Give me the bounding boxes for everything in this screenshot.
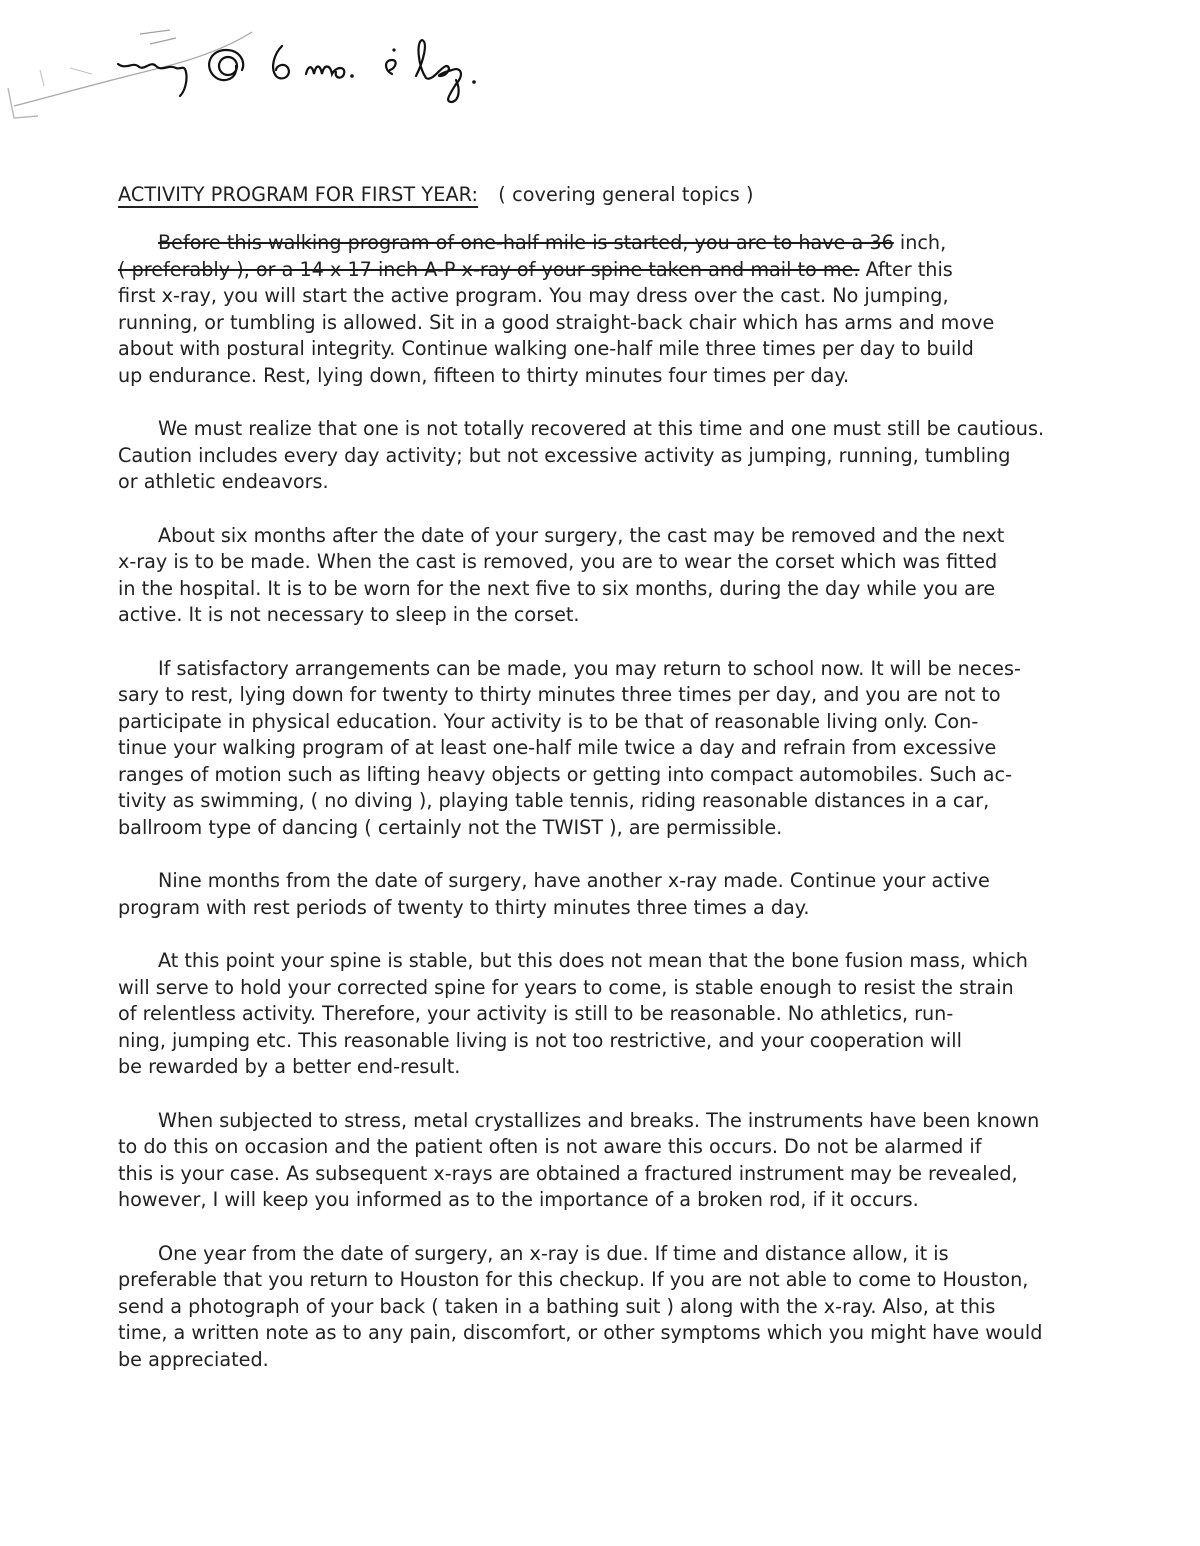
text-line bbox=[118, 1161, 1098, 1188]
line-text: About six months after the date of your surgery, the cast may be removed and the next bbox=[158, 523, 1005, 547]
text-line bbox=[118, 709, 1098, 736]
line-text: ranges of motion such as lifting heavy objects or getting into compact automobiles. Such ac- bbox=[118, 762, 1013, 786]
line-text: of relentless activity. Therefore, your activity is still to be reasonable. No athletics, run- bbox=[118, 1002, 954, 1026]
line-text: this is your case. As subsequent x-rays are obtained a fractured instrument may be revealed, bbox=[118, 1161, 1018, 1185]
line-text: Nine months from the date of surgery, have another x-ray made. Continue your active bbox=[158, 869, 990, 893]
paragraph bbox=[118, 948, 1098, 1081]
struck-text: Before this walking program of one-half mile is started, you are to have a 36 bbox=[158, 231, 894, 254]
document-title: ACTIVITY PROGRAM FOR FIRST YEAR: bbox=[118, 183, 479, 206]
line-text: Caution includes every day activity; but not excessive activity as jumping, running, tumbling bbox=[118, 443, 1011, 467]
line-text: sary to rest, lying down for twenty to thirty minutes three times per day, and you are not to bbox=[118, 683, 1001, 707]
document-subtitle: ( covering general topics ) bbox=[498, 183, 754, 206]
line-text: first x-ray, you will start the active program. You may dress over the cast. No jumping, bbox=[118, 284, 949, 308]
text-line bbox=[118, 1267, 1098, 1294]
text-line bbox=[118, 310, 1098, 337]
line-text: If satisfactory arrangements can be made, you may return to school now. It will be neces- bbox=[158, 656, 1021, 680]
text-line bbox=[118, 1001, 1098, 1028]
line-text: time, a written note as to any pain, discomfort, or other symptoms which you might have would bbox=[118, 1321, 1043, 1345]
text-line bbox=[118, 1294, 1098, 1321]
document-body bbox=[118, 230, 1098, 1400]
line-text: or athletic endeavors. bbox=[118, 470, 329, 494]
text-line bbox=[118, 682, 1098, 709]
text-line bbox=[118, 1108, 1098, 1135]
text-line bbox=[118, 1241, 1098, 1268]
text-line bbox=[118, 523, 1098, 550]
text-line bbox=[118, 948, 1098, 975]
line-text: send a photograph of your back ( taken in a bathing suit ) along with the x-ray. Also, at this bbox=[118, 1294, 996, 1318]
line-text: will serve to hold your corrected spine for years to come, is stable enough to resist the strain bbox=[118, 975, 1014, 999]
paragraph bbox=[118, 868, 1098, 921]
paragraph bbox=[118, 1108, 1098, 1214]
paragraph bbox=[118, 523, 1098, 629]
text-line bbox=[118, 735, 1098, 762]
line-text: in the hospital. It is to be worn for the next five to six months, during the day while you are bbox=[118, 576, 996, 600]
line-text: inch, bbox=[893, 231, 947, 254]
line-text: tivity as swimming, ( no diving ), playing table tennis, riding reasonable distances in a car, bbox=[118, 789, 990, 813]
text-line bbox=[118, 1054, 1098, 1081]
text-line bbox=[118, 469, 1098, 496]
text-line bbox=[118, 283, 1098, 310]
line-text: however, I will keep you informed as to the importance of a broken rod, if it occurs. bbox=[118, 1188, 919, 1212]
text-line bbox=[118, 895, 1098, 922]
line-text: preferable that you return to Houston for this checkup. If you are not able to come to Houston, bbox=[118, 1268, 1029, 1292]
text-line bbox=[118, 656, 1098, 683]
line-text: program with rest periods of twenty to thirty minutes three times a day. bbox=[118, 895, 810, 919]
text-line bbox=[118, 788, 1098, 815]
paragraph bbox=[118, 656, 1098, 842]
struck-text: ( preferably ), or a 14 x 17 inch A-P x-ray of your spine taken and mail to me. bbox=[118, 257, 860, 281]
line-text: about with postural integrity. Continue walking one-half mile three times per day to build bbox=[118, 337, 974, 361]
line-text: One year from the date of surgery, an x-ray is due. If time and distance allow, it is bbox=[158, 1241, 949, 1265]
text-line bbox=[118, 416, 1098, 443]
text-line bbox=[118, 576, 1098, 603]
line-text: active. It is not necessary to sleep in the corset. bbox=[118, 603, 580, 627]
text-line bbox=[118, 815, 1098, 842]
text-line bbox=[118, 602, 1098, 629]
text-line bbox=[118, 443, 1098, 470]
text-line bbox=[118, 1028, 1098, 1055]
line-text: participate in physical education. Your activity is to be that of reasonable living only. Con- bbox=[118, 709, 979, 733]
text-line bbox=[118, 1134, 1098, 1161]
line-text: tinue your walking program of at least one-half mile twice a day and refrain from excessive bbox=[118, 736, 997, 760]
text-line bbox=[118, 257, 1098, 284]
text-line bbox=[118, 363, 1098, 390]
text-line bbox=[118, 762, 1098, 789]
paragraph bbox=[118, 1241, 1098, 1374]
text-line bbox=[118, 1320, 1098, 1347]
text-line bbox=[118, 975, 1098, 1002]
text-line bbox=[118, 336, 1098, 363]
line-text: be rewarded by a better end-result. bbox=[118, 1055, 461, 1079]
line-text: When subjected to stress, metal crystallizes and breaks. The instruments have been known bbox=[158, 1108, 1040, 1132]
line-text: After this bbox=[859, 257, 953, 281]
line-text: x-ray is to be made. When the cast is removed, you are to wear the corset which was fitted bbox=[118, 550, 998, 574]
text-line bbox=[118, 1347, 1098, 1374]
line-text: be appreciated. bbox=[118, 1347, 269, 1371]
line-text: ning, jumping etc. This reasonable living is not too restrictive, and your cooperation will bbox=[118, 1028, 962, 1052]
line-text: up endurance. Rest, lying down, fifteen to thirty minutes four times per day. bbox=[118, 363, 850, 387]
heading-row bbox=[118, 183, 754, 206]
text-line bbox=[118, 1187, 1098, 1214]
paragraph bbox=[118, 416, 1098, 496]
paragraph bbox=[118, 230, 1098, 390]
line-text: running, or tumbling is allowed. Sit in a good straight-back chair which has arms and move bbox=[118, 310, 995, 334]
line-text: We must realize that one is not totally recovered at this time and one must still be cautious. bbox=[158, 417, 1045, 441]
text-line bbox=[118, 230, 1098, 257]
line-text: At this point your spine is stable, but this does not mean that the bone fusion mass, which bbox=[158, 949, 1028, 973]
text-line bbox=[118, 868, 1098, 895]
line-text: to do this on occasion and the patient often is not aware this occurs. Do not be alarmed if bbox=[118, 1135, 982, 1159]
line-text: ballroom type of dancing ( certainly not the TWIST ), are permissible. bbox=[118, 816, 783, 840]
handwritten-annotation bbox=[0, 10, 520, 130]
text-line bbox=[118, 549, 1098, 576]
